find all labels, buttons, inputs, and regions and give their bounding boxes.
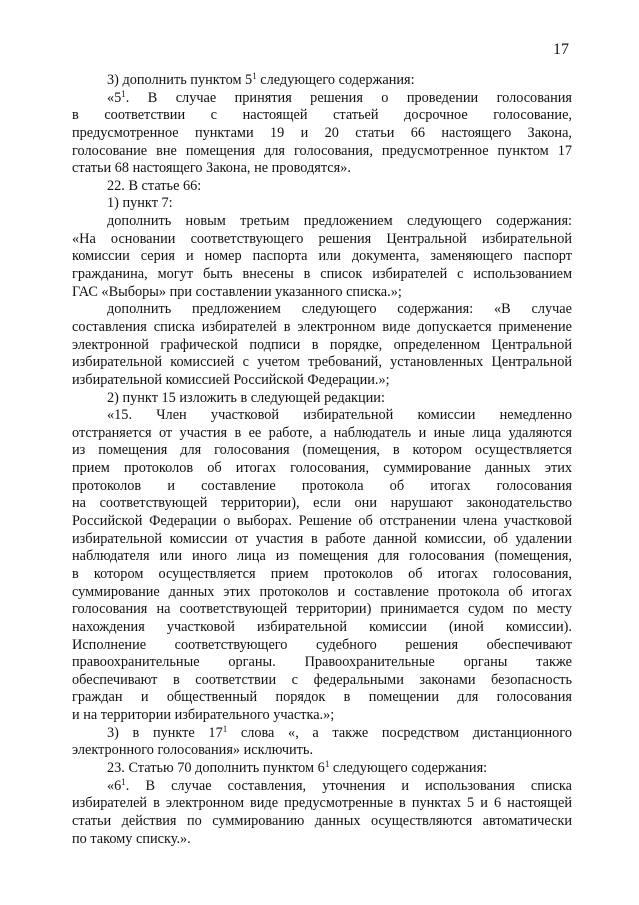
text-line: 22. В статье 66:	[107, 177, 202, 194]
document-body	[72, 72, 572, 848]
text-line: ГАС «Выборы» при составлении указанного списка.»;	[72, 283, 402, 300]
text-line: статьи 68 настоящего Закона, не проводятся».	[72, 160, 351, 177]
text-line: электронной графической подписи в порядке, определенном Центральной	[72, 336, 572, 353]
text-line: избирательной комиссией с учетом требований, установленных Центральной	[72, 354, 572, 371]
text-line: «На основании соответствующего решения Центральной избирательной	[72, 230, 572, 247]
text-line: дополнить новым третьим предложением следующего содержания:	[107, 213, 572, 230]
text-line: голосования на соответствующей территории) принимается судом по месту	[72, 601, 572, 618]
text-line: и на территории избирательного участка.»;	[72, 707, 335, 724]
text-line: «$5^1$. В случае принятия решения о проведении голосования	[107, 89, 572, 106]
text-line: нахождения участковой избирательной комиссии (иной комиссии).	[72, 618, 572, 635]
page-number: 17	[553, 41, 569, 58]
text-line: избирателей в электронном виде предусмотренные в пунктах 5 и 6 настоящей	[72, 795, 572, 812]
text-line: предусмотренное пунктами 19 и 20 статьи 66 настоящего Закона,	[72, 124, 572, 141]
text-line: комиссии серия и номер паспорта или документа, заменяющего паспорт	[72, 248, 572, 265]
text-line: составления списка избирателей в электронном виде допускается применение	[72, 318, 572, 335]
text-line: Российской Федерации о выборах. Решение об отстранении члена участковой	[72, 513, 572, 530]
text-line: «15. Член участковой избирательной комиссии немедленно	[107, 407, 572, 424]
text-line: наблюдателя или иного лица из помещения для голосования (помещения,	[72, 548, 572, 565]
text-line: Исполнение соответствующего судебного решения обеспечивают	[72, 636, 572, 653]
text-line: гражданина, могут быть внесены в список избирателей с использованием	[72, 266, 572, 283]
text-line: голосование вне помещения для голосования, предусмотренное пунктом 17	[72, 142, 572, 159]
text-line: по такому списку.».	[72, 830, 191, 847]
text-line: протоколов и составление протокола об итогах голосования	[72, 477, 572, 494]
text-line: статьи действия по суммированию данных осуществляются автоматически	[72, 812, 572, 829]
text-line: на соответствующей территории), если они нарушают законодательство	[72, 495, 572, 512]
text-line: 23. Статью 70 дополнить пунктом $6^1$ следующего содержания:	[107, 758, 488, 776]
text-line: 2) пункт 15 изложить в следующей редакции:	[107, 389, 385, 406]
text-line: дополнить предложением следующего содержания: «В случае	[107, 301, 572, 318]
text-line: суммирование данных этих протоколов и составление протокола об итогах	[72, 583, 572, 600]
text-line: 3) в пункте $17^1$ слова «, а также посредством дистанционного	[107, 724, 572, 741]
text-line: граждан и общественный порядок в помещении для голосования	[72, 689, 572, 706]
text-line: отстраняется от участия в ее работе, а наблюдатель и иные лица удаляются	[72, 424, 572, 441]
text-line: электронного голосования» исключить.	[72, 742, 314, 759]
text-line: 3) дополнить пунктом $5^1$ следующего содержания:	[107, 71, 415, 88]
text-line: правоохранительные органы. Правоохранительные органы также	[72, 654, 572, 671]
text-line: обеспечивают в соответствии с федеральными законами безопасность	[72, 671, 572, 688]
text-line: «$6^1$. В случае составления, уточнения и использования списка	[107, 777, 572, 794]
text-line: из помещения для голосования (помещения, в котором осуществляется	[72, 442, 572, 459]
text-line: 1) пункт 7:	[107, 195, 173, 212]
text-line: в соответствии с настоящей статьей досрочное голосование,	[72, 107, 572, 124]
text-line: избирательной комиссии от участия в работе данной комиссии, об удалении	[72, 530, 572, 547]
text-line: прием протоколов об итогах голосования, суммирование данных этих	[72, 460, 572, 477]
text-line: избирательной комиссией Российской Федерации.»;	[72, 371, 390, 388]
text-line: в котором осуществляется прием протоколов об итогах голосования,	[72, 565, 572, 582]
